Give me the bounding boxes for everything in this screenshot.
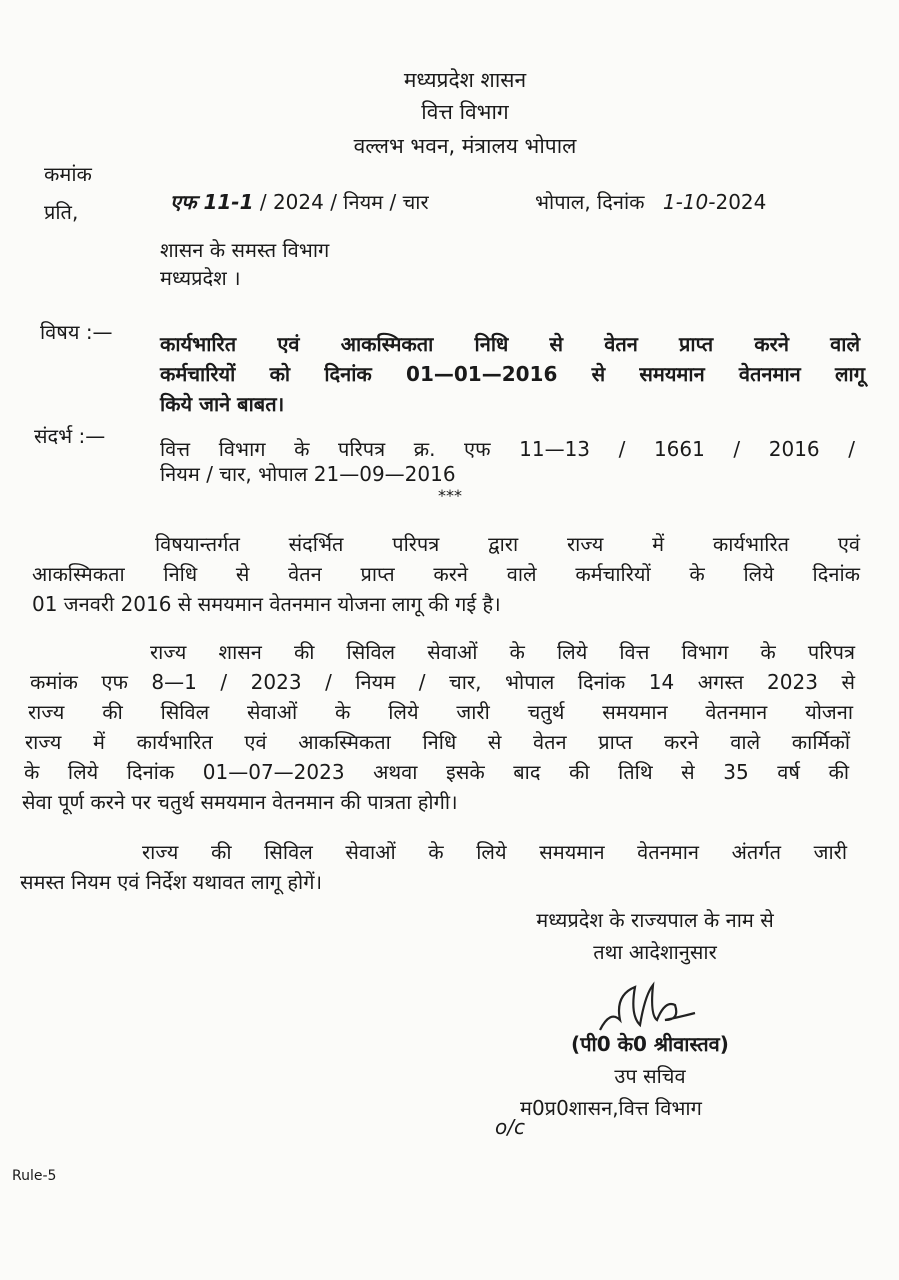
signature-authority-line2: तथा आदेशानुसार (593, 940, 717, 964)
paragraph-line: सेवा पूर्ण करने पर चतुर्थ समयमान वेतनमान की पात्रता होगी। (22, 790, 458, 814)
header-department: वित्त विभाग (421, 100, 509, 124)
subject-label: विषय :— (40, 320, 113, 344)
paragraph-line: राज्य की सिविल सेवाओं के लिये जारी चतुर्थ समयमान वेतनमान योजना (28, 700, 853, 724)
order-date (535, 188, 766, 215)
order-number (170, 188, 429, 215)
handwritten-initials: o/c (495, 1115, 525, 1139)
header-state-government: मध्यप्रदेश शासन (403, 68, 527, 92)
footer-rule-label: Rule-5 (12, 1168, 57, 1184)
order-number-handwritten: एफ 11-1 (170, 190, 254, 214)
order-number-rest: / 2024 / नियम / चार (259, 190, 429, 214)
separator: *** (438, 486, 462, 505)
kramank-label: कमांक (44, 162, 92, 186)
reference-line: नियम / चार, भोपाल 21—09—2016 (160, 462, 456, 486)
header-address: वल्लभ भवन, मंत्रालय भोपाल (353, 134, 577, 158)
date-year: 2024 (715, 190, 767, 214)
prati-label: प्रति, (44, 200, 79, 224)
paragraph-line: के लिये दिनांक 01—07—2023 अथवा इसके बाद की तिथि से 35 वर्ष की (24, 760, 849, 784)
subject-line: कार्यभारित एवं आकस्मिकता निधि से वेतन प्राप्त करने वाले (160, 332, 860, 356)
paragraph-line: विषयान्तर्गत संदर्भित परिपत्र द्वारा राज्य में कार्यभारित एवं (155, 532, 860, 556)
paragraph-line: कमांक एफ 8—1 / 2023 / नियम / चार, भोपाल दिनांक 14 अगस्त 2023 से (30, 670, 855, 694)
signature-authority-line1: मध्यप्रदेश के राज्यपाल के नाम से (536, 908, 774, 932)
paragraph-line: राज्य की सिविल सेवाओं के लिये समयमान वेतनमान अंतर्गत जारी (142, 840, 847, 864)
signatory-department: म0प्र0शासन,वित्त विभाग (520, 1096, 702, 1120)
subject-line: किये जाने बाबत। (160, 392, 285, 416)
reference-label: संदर्भ :— (34, 424, 106, 448)
signatory-designation: उप सचिव (614, 1064, 686, 1088)
paragraph-line: समस्त नियम एवं निर्देश यथावत लागू होगें। (20, 870, 323, 894)
signatory-name: (पी0 के0 श्रीवास्तव) (571, 1032, 729, 1056)
paragraph-line: आकस्मिकता निधि से वेतन प्राप्त करने वाले कर्मचारियों के लिये दिनांक (32, 562, 860, 586)
addressee-line2: मध्यप्रदेश । (160, 266, 241, 290)
paragraph-line: राज्य में कार्यभारित एवं आकस्मिकता निधि से वेतन प्राप्त करने वाले कार्मिकों (25, 730, 850, 754)
subject-line: कर्मचारियों को दिनांक 01—01—2016 से समयमान वेतनमान लागू (160, 362, 865, 386)
paragraph-line: राज्य शासन की सिविल सेवाओं के लिये वित्त विभाग के परिपत्र (150, 640, 855, 664)
paragraph-line: 01 जनवरी 2016 से समयमान वेतनमान योजना लागू की गई है। (32, 592, 501, 616)
place-date-label: भोपाल, दिनांक (535, 190, 645, 214)
reference-line: वित्त विभाग के परिपत्र क्र. एफ 11—13 / 1661 / 2016 / (160, 437, 855, 461)
addressee-line1: शासन के समस्त विभाग (160, 238, 330, 262)
date-handwritten: 1-10- (662, 190, 716, 214)
